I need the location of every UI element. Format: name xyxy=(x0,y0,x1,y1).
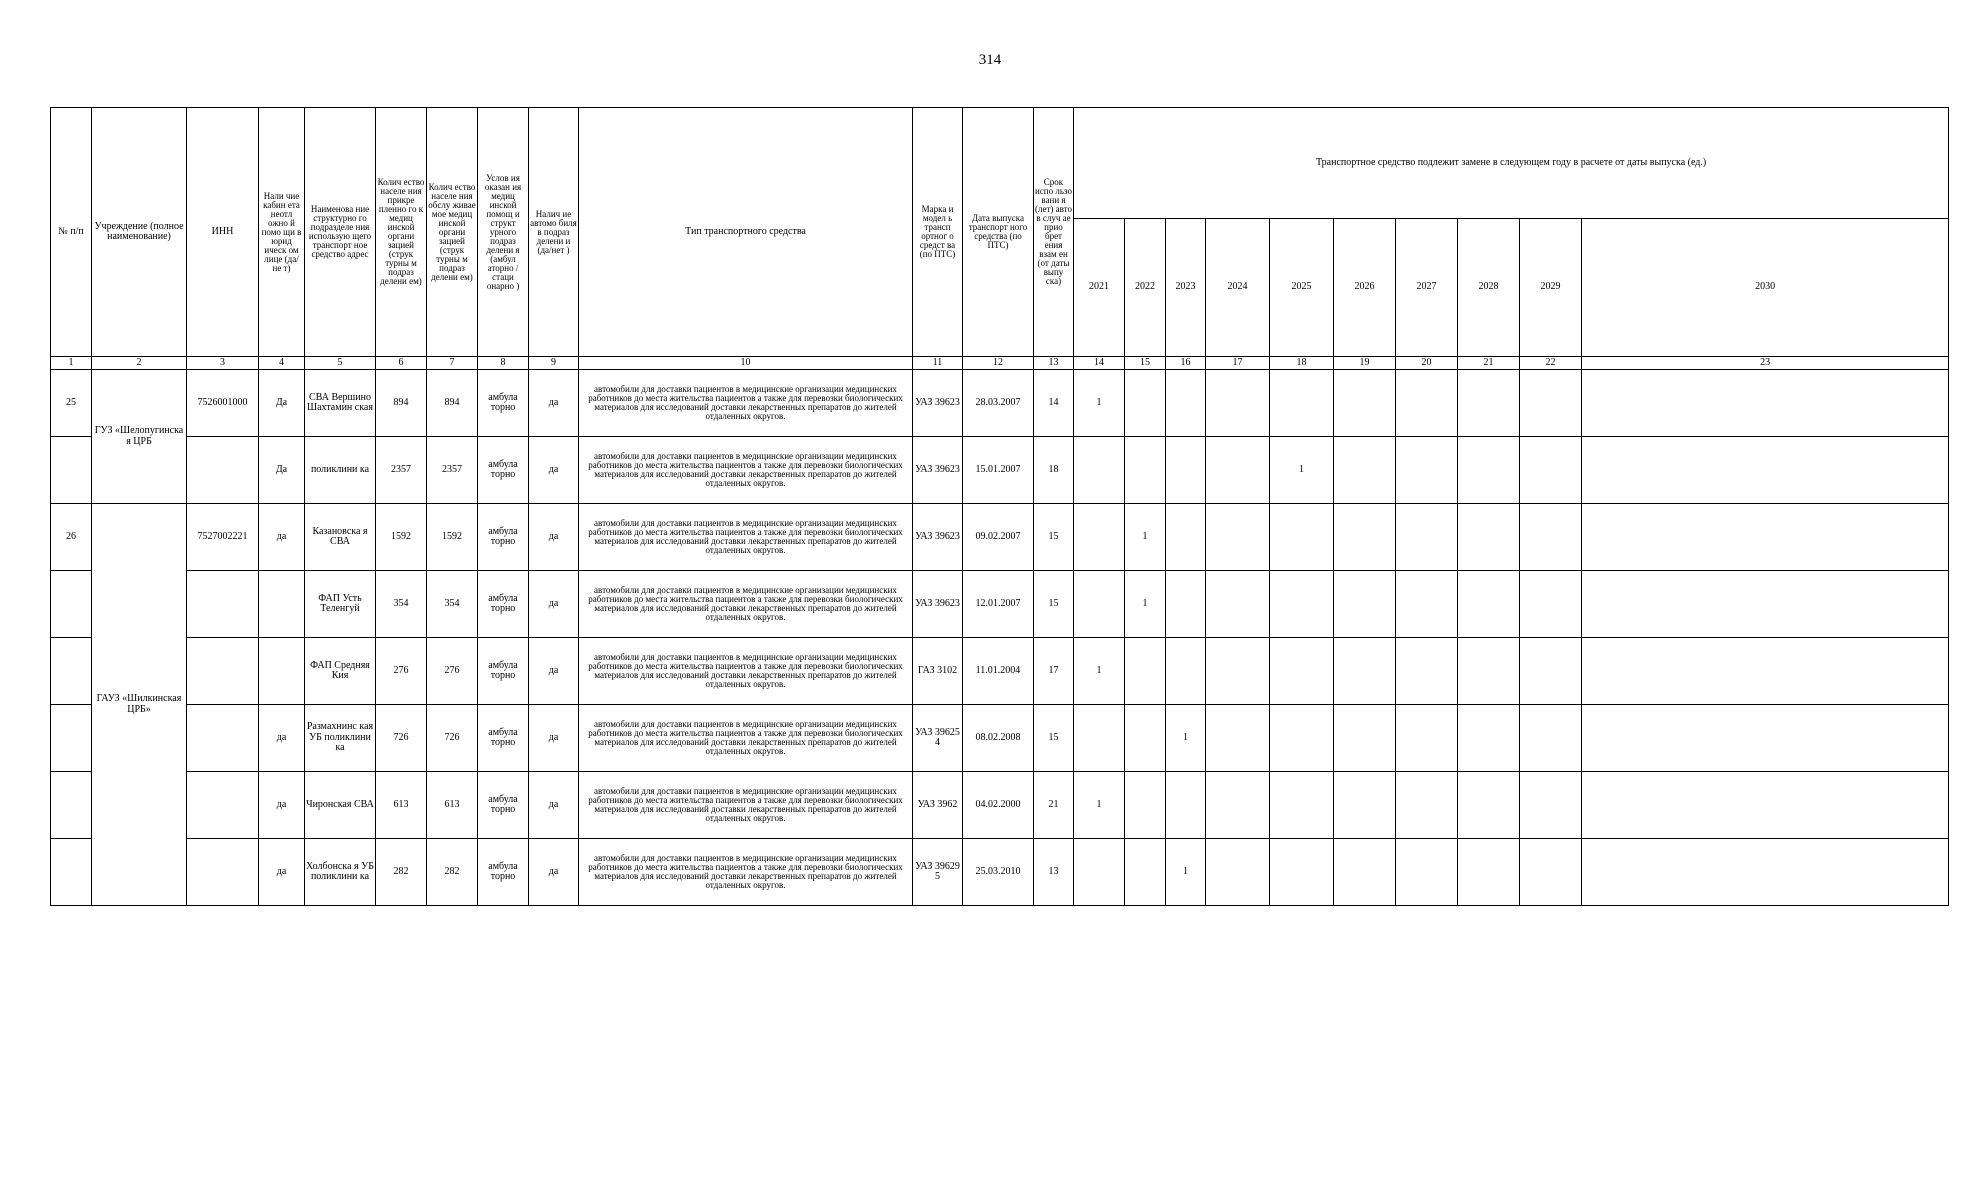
cell-no xyxy=(51,705,92,772)
column-number: 19 xyxy=(1334,357,1396,370)
cell-year-value xyxy=(1396,571,1458,638)
cell-attached: 2357 xyxy=(376,437,427,504)
cell-year-value xyxy=(1582,370,1949,437)
cell-year-value xyxy=(1334,504,1396,571)
cell-attached: 282 xyxy=(376,839,427,906)
cell-year-value xyxy=(1166,772,1206,839)
column-number: 1 xyxy=(51,357,92,370)
cell-release-date: 25.03.2010 xyxy=(963,839,1034,906)
header-replacement-group: Транспортное средство подлежит замене в следующем году в расчете от даты выпуска (ед.) xyxy=(1074,108,1949,219)
cell-year-value xyxy=(1206,504,1270,571)
column-number: 15 xyxy=(1125,357,1166,370)
cell-year-value xyxy=(1334,437,1396,504)
table-row xyxy=(51,504,1949,571)
cell-conditions: амбула торно xyxy=(478,839,529,906)
cell-cabinet: Да xyxy=(259,370,305,437)
header-year: 2029 xyxy=(1520,219,1582,357)
cell-year-value xyxy=(1270,504,1334,571)
column-number: 3 xyxy=(187,357,259,370)
cell-year-value xyxy=(1396,772,1458,839)
cell-subdivision: поликлини ка xyxy=(305,437,376,504)
cell-service-life: 15 xyxy=(1034,504,1074,571)
cell-conditions: амбула торно xyxy=(478,705,529,772)
cell-conditions: амбула торно xyxy=(478,772,529,839)
cell-year-value xyxy=(1125,839,1166,906)
cell-release-date: 28.03.2007 xyxy=(963,370,1034,437)
cell-release-date: 15.01.2007 xyxy=(963,437,1034,504)
column-number: 21 xyxy=(1458,357,1520,370)
cell-year-value xyxy=(1520,772,1582,839)
column-number: 23 xyxy=(1582,357,1949,370)
cell-cabinet: да xyxy=(259,772,305,839)
cell-year-value: 1 xyxy=(1270,437,1334,504)
cell-subdivision: Казановска я СВА xyxy=(305,504,376,571)
vehicle-table xyxy=(50,107,1949,906)
cell-year-value: 1 xyxy=(1166,839,1206,906)
cell-cabinet: да xyxy=(259,504,305,571)
cell-year-value xyxy=(1334,772,1396,839)
cell-brand: УАЗ 3962 xyxy=(913,772,963,839)
cell-service-life: 15 xyxy=(1034,571,1074,638)
cell-inn: 7527002221 xyxy=(187,504,259,571)
table-row xyxy=(51,370,1949,437)
cell-has-car: да xyxy=(529,370,579,437)
header-vehicle-type: Тип транспортного средства xyxy=(579,108,913,357)
cell-year-value xyxy=(1125,437,1166,504)
cell-vehicle-type: автомобили для доставки пациентов в медицинские организации медицинских работников до места жительства пациентов а также для перевозки биологических материалов для исследований доставки лекарственных препаратов до жителей отдаленных округов. xyxy=(579,772,913,839)
cell-vehicle-type: автомобили для доставки пациентов в медицинские организации медицинских работников до места жительства пациентов а также для перевозки биологических материалов для исследований доставки лекарственных препаратов до жителей отдаленных округов. xyxy=(579,370,913,437)
cell-subdivision: ФАП Усть Теленгуй xyxy=(305,571,376,638)
cell-no: 25 xyxy=(51,370,92,437)
cell-has-car: да xyxy=(529,705,579,772)
cell-cabinet: да xyxy=(259,705,305,772)
cell-conditions: амбула торно xyxy=(478,504,529,571)
cell-brand: УАЗ 39629 5 xyxy=(913,839,963,906)
cell-attached: 894 xyxy=(376,370,427,437)
cell-year-value xyxy=(1166,638,1206,705)
cell-subdivision: ФАП Средняя Кия xyxy=(305,638,376,705)
cell-brand: УАЗ 39623 xyxy=(913,571,963,638)
cell-vehicle-type: автомобили для доставки пациентов в медицинские организации медицинских работников до места жительства пациентов а также для перевозки биологических материалов для исследований доставки лекарственных препаратов до жителей отдаленных округов. xyxy=(579,705,913,772)
cell-inn: 7526001000 xyxy=(187,370,259,437)
cell-year-value xyxy=(1520,705,1582,772)
column-number: 20 xyxy=(1396,357,1458,370)
header-institution: Учреждение (полное наименование) xyxy=(92,108,187,357)
cell-attached: 354 xyxy=(376,571,427,638)
cell-subdivision: Холбонска я УБ поликлини ка xyxy=(305,839,376,906)
cell-no xyxy=(51,839,92,906)
cell-year-value xyxy=(1458,638,1520,705)
cell-brand: УАЗ 39623 xyxy=(913,504,963,571)
cell-inn xyxy=(187,571,259,638)
cell-cabinet: да xyxy=(259,839,305,906)
cell-inn xyxy=(187,437,259,504)
cell-year-value xyxy=(1458,437,1520,504)
column-number: 7 xyxy=(427,357,478,370)
cell-year-value xyxy=(1270,571,1334,638)
cell-year-value: 1 xyxy=(1074,370,1125,437)
cell-year-value xyxy=(1396,504,1458,571)
cell-vehicle-type: автомобили для доставки пациентов в медицинские организации медицинских работников до места жительства пациентов а также для перевозки биологических материалов для исследований доставки лекарственных препаратов до жителей отдаленных округов. xyxy=(579,839,913,906)
cell-year-value: 1 xyxy=(1074,638,1125,705)
header-year: 2025 xyxy=(1270,219,1334,357)
cell-has-car: да xyxy=(529,571,579,638)
column-number: 9 xyxy=(529,357,579,370)
cell-year-value xyxy=(1166,437,1206,504)
cell-served: 613 xyxy=(427,772,478,839)
cell-year-value xyxy=(1270,638,1334,705)
cell-year-value xyxy=(1270,772,1334,839)
cell-served: 276 xyxy=(427,638,478,705)
column-number: 22 xyxy=(1520,357,1582,370)
cell-year-value: 1 xyxy=(1166,705,1206,772)
column-number: 18 xyxy=(1270,357,1334,370)
header-year: 2027 xyxy=(1396,219,1458,357)
cell-release-date: 11.01.2004 xyxy=(963,638,1034,705)
cell-year-value xyxy=(1125,638,1166,705)
cell-service-life: 14 xyxy=(1034,370,1074,437)
table-row xyxy=(51,571,1949,638)
cell-served: 282 xyxy=(427,839,478,906)
cell-inn xyxy=(187,772,259,839)
cell-year-value xyxy=(1206,571,1270,638)
cell-year-value xyxy=(1334,571,1396,638)
cell-year-value xyxy=(1206,705,1270,772)
cell-brand: УАЗ 39623 xyxy=(913,437,963,504)
cell-brand: ГАЗ 3102 xyxy=(913,638,963,705)
cell-service-life: 15 xyxy=(1034,705,1074,772)
header-no: № п/п xyxy=(51,108,92,357)
cell-year-value: 1 xyxy=(1125,571,1166,638)
cell-year-value xyxy=(1520,370,1582,437)
cell-served: 354 xyxy=(427,571,478,638)
header-inn: ИНН xyxy=(187,108,259,357)
cell-year-value xyxy=(1396,638,1458,705)
cell-inn xyxy=(187,839,259,906)
cell-release-date: 04.02.2000 xyxy=(963,772,1034,839)
cell-year-value xyxy=(1582,504,1949,571)
cell-served: 726 xyxy=(427,705,478,772)
cell-year-value xyxy=(1334,839,1396,906)
cell-conditions: амбула торно xyxy=(478,571,529,638)
header-year: 2023 xyxy=(1166,219,1206,357)
cell-year-value xyxy=(1396,705,1458,772)
cell-year-value xyxy=(1396,437,1458,504)
cell-year-value xyxy=(1396,370,1458,437)
column-number: 17 xyxy=(1206,357,1270,370)
cell-year-value xyxy=(1206,839,1270,906)
cell-vehicle-type: автомобили для доставки пациентов в медицинские организации медицинских работников до места жительства пациентов а также для перевозки биологических материалов для исследований доставки лекарственных препаратов до жителей отдаленных округов. xyxy=(579,504,913,571)
cell-no: 26 xyxy=(51,504,92,571)
cell-year-value: 1 xyxy=(1074,772,1125,839)
cell-year-value xyxy=(1206,638,1270,705)
column-number: 4 xyxy=(259,357,305,370)
column-number: 13 xyxy=(1034,357,1074,370)
cell-cabinet xyxy=(259,638,305,705)
cell-year-value xyxy=(1074,437,1125,504)
cell-brand: УАЗ 39625 4 xyxy=(913,705,963,772)
cell-year-value xyxy=(1458,370,1520,437)
column-number: 5 xyxy=(305,357,376,370)
cell-year-value xyxy=(1334,705,1396,772)
table-row xyxy=(51,839,1949,906)
cell-year-value xyxy=(1166,370,1206,437)
cell-cabinet: Да xyxy=(259,437,305,504)
column-number: 14 xyxy=(1074,357,1125,370)
cell-subdivision: Чиронская СВА xyxy=(305,772,376,839)
cell-no xyxy=(51,638,92,705)
cell-service-life: 18 xyxy=(1034,437,1074,504)
header-year: 2022 xyxy=(1125,219,1166,357)
cell-year-value xyxy=(1582,437,1949,504)
cell-inn xyxy=(187,705,259,772)
cell-year-value xyxy=(1582,772,1949,839)
cell-vehicle-type: автомобили для доставки пациентов в медицинские организации медицинских работников до места жительства пациентов а также для перевозки биологических материалов для исследований доставки лекарственных препаратов до жителей отдаленных округов. xyxy=(579,571,913,638)
cell-has-car: да xyxy=(529,772,579,839)
cell-year-value xyxy=(1582,839,1949,906)
cell-conditions: амбула торно xyxy=(478,370,529,437)
cell-year-value xyxy=(1125,772,1166,839)
cell-vehicle-type: автомобили для доставки пациентов в медицинские организации медицинских работников до места жительства пациентов а также для перевозки биологических материалов для исследований доставки лекарственных препаратов до жителей отдаленных округов. xyxy=(579,437,913,504)
cell-year-value xyxy=(1582,638,1949,705)
cell-has-car: да xyxy=(529,437,579,504)
column-number: 11 xyxy=(913,357,963,370)
cell-service-life: 17 xyxy=(1034,638,1074,705)
header-subdivision: Наименова ние структурно го подразделе ния использую щего транспорт ное средство адрес xyxy=(305,108,376,357)
header-year: 2030 xyxy=(1582,219,1949,357)
column-number: 16 xyxy=(1166,357,1206,370)
cell-served: 894 xyxy=(427,370,478,437)
cell-conditions: амбула торно xyxy=(478,638,529,705)
cell-year-value xyxy=(1166,504,1206,571)
cell-attached: 726 xyxy=(376,705,427,772)
cell-no xyxy=(51,571,92,638)
header-year: 2026 xyxy=(1334,219,1396,357)
cell-year-value xyxy=(1582,705,1949,772)
cell-year-value xyxy=(1074,504,1125,571)
cell-year-value xyxy=(1458,504,1520,571)
cell-subdivision: СВА Вершино Шахтамин ская xyxy=(305,370,376,437)
cell-brand: УАЗ 39623 xyxy=(913,370,963,437)
cell-year-value xyxy=(1520,437,1582,504)
cell-subdivision: Размахнинс кая УБ поликлини ка xyxy=(305,705,376,772)
cell-year-value xyxy=(1334,370,1396,437)
column-number: 12 xyxy=(963,357,1034,370)
header-year: 2024 xyxy=(1206,219,1270,357)
cell-year-value: 1 xyxy=(1125,504,1166,571)
cell-has-car: да xyxy=(529,638,579,705)
header-release-date: Дата выпуска транспорт ного средства (по ПТС) xyxy=(963,108,1034,357)
cell-service-life: 13 xyxy=(1034,839,1074,906)
cell-has-car: да xyxy=(529,839,579,906)
cell-year-value xyxy=(1125,370,1166,437)
cell-year-value xyxy=(1458,772,1520,839)
header-attached: Колич ество населе ния прикре пленно го к медиц инской органи зацией (струк турны м подраз делени ем) xyxy=(376,108,427,357)
cell-no xyxy=(51,772,92,839)
cell-no xyxy=(51,437,92,504)
cell-year-value xyxy=(1334,638,1396,705)
header-cabinet: Нали чие кабин ета неотл ожно й помо щи в юрид ическ ом лице (да/не т) xyxy=(259,108,305,357)
cell-year-value xyxy=(1520,504,1582,571)
cell-year-value xyxy=(1396,839,1458,906)
cell-has-car: да xyxy=(529,504,579,571)
page-number: 314 xyxy=(978,52,1002,68)
cell-year-value xyxy=(1270,370,1334,437)
header-brand: Марка и модел ь трансп ортног о средст ва (по ПТС) xyxy=(913,108,963,357)
cell-year-value xyxy=(1582,571,1949,638)
cell-year-value xyxy=(1520,638,1582,705)
cell-year-value xyxy=(1206,370,1270,437)
cell-year-value xyxy=(1125,705,1166,772)
cell-conditions: амбула торно xyxy=(478,437,529,504)
cell-vehicle-type: автомобили для доставки пациентов в медицинские организации медицинских работников до места жительства пациентов а также для перевозки биологических материалов для исследований доставки лекарственных препаратов до жителей отдаленных округов. xyxy=(579,638,913,705)
cell-cabinet xyxy=(259,571,305,638)
cell-institution: ГУЗ «Шелопугинска я ЦРБ xyxy=(92,370,187,504)
table-row xyxy=(51,638,1949,705)
cell-year-value xyxy=(1520,839,1582,906)
cell-year-value xyxy=(1074,839,1125,906)
cell-year-value xyxy=(1458,839,1520,906)
cell-release-date: 12.01.2007 xyxy=(963,571,1034,638)
cell-release-date: 09.02.2007 xyxy=(963,504,1034,571)
cell-year-value xyxy=(1458,705,1520,772)
cell-year-value xyxy=(1458,571,1520,638)
cell-year-value xyxy=(1166,571,1206,638)
cell-served: 1592 xyxy=(427,504,478,571)
column-number: 10 xyxy=(579,357,913,370)
table-row xyxy=(51,705,1949,772)
cell-inn xyxy=(187,638,259,705)
cell-year-value xyxy=(1270,705,1334,772)
cell-year-value xyxy=(1206,437,1270,504)
cell-service-life: 21 xyxy=(1034,772,1074,839)
column-number: 6 xyxy=(376,357,427,370)
header-served: Колич ество населе ния обслу живае мое медиц инской органи зацией (струк турны м подраз делени ем) xyxy=(427,108,478,357)
header-year: 2028 xyxy=(1458,219,1520,357)
cell-attached: 1592 xyxy=(376,504,427,571)
cell-year-value xyxy=(1520,571,1582,638)
column-number: 8 xyxy=(478,357,529,370)
cell-institution: ГАУЗ «Шилкинская ЦРБ» xyxy=(92,504,187,906)
header-year: 2021 xyxy=(1074,219,1125,357)
table-row xyxy=(51,437,1949,504)
table-row xyxy=(51,772,1949,839)
header-conditions: Услов ия оказан ия медиц инской помощ и структ урного подраз делени я (амбул аторно /стаци онарно ) xyxy=(478,108,529,357)
cell-year-value xyxy=(1074,571,1125,638)
cell-year-value xyxy=(1206,772,1270,839)
cell-attached: 613 xyxy=(376,772,427,839)
cell-served: 2357 xyxy=(427,437,478,504)
header-has-car: Налич ие автомо биля в подраз делени и (да/нет ) xyxy=(529,108,579,357)
cell-release-date: 08.02.2008 xyxy=(963,705,1034,772)
header-service-life: Срок испо льзо вани я (лет) авто в случ ае прио брет ения взам ен (от даты выпу ска) xyxy=(1034,108,1074,357)
cell-year-value xyxy=(1270,839,1334,906)
column-number: 2 xyxy=(92,357,187,370)
cell-year-value xyxy=(1074,705,1125,772)
cell-attached: 276 xyxy=(376,638,427,705)
